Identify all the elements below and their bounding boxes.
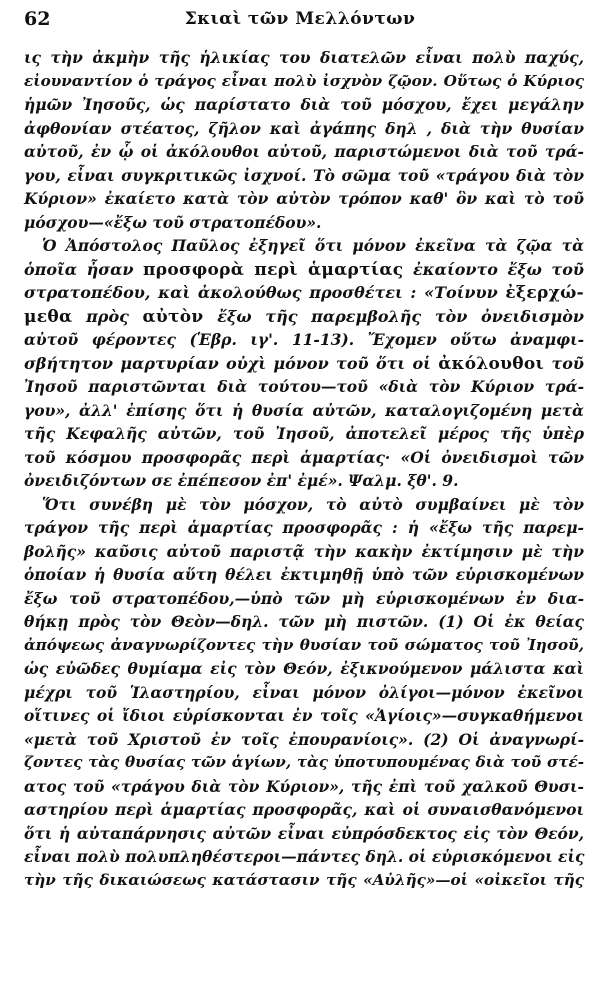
text-line: ἔξω τοῦ στρατοπέδου,—ὑπὸ τῶν μὴ εὑρισκομένων ἐν δια- (24, 588, 584, 608)
text-line: ἀφθονίαν στέατος, ζῆλον καὶ ἀγάπης δηλ , διὰ τὴν θυσίαν (24, 118, 584, 138)
text-line: τὴν τῆς δικαιώσεως κατάστασιν τῆς «Αὐλῆς»—οἱ «οἰκεῖοι τῆς (24, 870, 584, 889)
paragraph-start-line: Ὁ Ἀπόστολος Παῦλος ἐξηγεῖ ὅτι μόνον ἐκεῖνα τὰ ζῷα τὰ (42, 236, 584, 255)
text-line: ἀπόψεως ἀναγνωρίζοντες τὴν θυσίαν τοῦ σώματος τοῦ Ἰησοῦ, (24, 635, 584, 654)
text-line: «μετὰ τοῦ Χριστοῦ ἐν τοῖς ἐπουρανίοις». (2) Οἱ ἀναγνωρί- (24, 729, 584, 749)
text-segment: τοῦ (551, 353, 584, 373)
emphasized-word: αὐτὸν (142, 306, 204, 327)
text-segment: ὁποῖα ἦσαν (24, 259, 134, 279)
text-line: αὐτοῦ, ἐν ᾧ οἱ ἀκόλουθοι αὐτοῦ, παριστώμενοι διὰ τοῦ τρά- (24, 142, 584, 161)
text-segment: πρὸς (86, 306, 129, 326)
text-line: τοῦ κόσμου προσφορᾶς περὶ ἁμαρτίας· «Οἱ ὀνειδισμοὶ τῶν (24, 447, 584, 467)
text-line: ἡμῶν Ἰησοῦς, ὡς παρίστατο διὰ τοῦ μόσχου, ἔχει μεγάλην (24, 95, 584, 114)
emphasized-word: μεθα (24, 306, 73, 327)
text-line: αστηρίου περὶ ἁμαρτίας προσφορᾶς, καὶ οἱ συναισθανόμενοι (24, 800, 584, 819)
text-line: Ἰησοῦ παριστῶνται διὰ τούτου—τοῦ «διὰ τὸν Κύριον τρά- (24, 377, 584, 396)
text-line: ὀνειδιζόντων σε ἐπέπεσον ἐπ' ἐμέ». Ψαλμ. ξθ'. 9. (24, 471, 459, 490)
text-line: ὅτι ἡ αὐταπάρνησις αὐτῶν εἶναι εὐπρόσδεκτος εἰς τὸν Θεόν, (24, 823, 584, 843)
text-line: ζοντες τὰς θυσίας τῶν ἁγίων, τὰς ὑποτυπουμένας διὰ τοῦ στέ- (24, 753, 584, 771)
text-line: τράγον τῆς περὶ ἁμαρτίας προσφορᾶς : ἡ «ἔξω τῆς παρεμ- (24, 518, 584, 537)
text-line: εἶναι πολὺ πολυπληθέστεροι—πάντες δηλ. οἱ εὑρισκόμενοι εἰς (24, 847, 585, 866)
text-line: βολῆς» καῦσις αὐτοῦ παριστᾷ τὴν κακὴν ἐκτίμησιν μὲ τὴν (24, 541, 584, 561)
text-line (24, 892, 584, 916)
text-line (24, 258, 584, 282)
text-line (24, 305, 584, 329)
text-line: θήκῃ πρὸς τὸν Θεὸν—δηλ. τῶν μὴ πιστῶν. (1) Οἱ ἐκ θείας (24, 612, 584, 631)
emphasized-word: ἐξερχώ- (505, 283, 584, 303)
text-line (24, 352, 584, 376)
text-line: ις τὴν ἀκμὴν τῆς ἡλικίας του διατελῶν εἶναι πολὺ παχύς, (24, 48, 584, 67)
text-line: ὁποίαν ἡ θυσία αὕτη θέλει ἐκτιμηθῇ ὑπὸ τῶν εὑρισκομένων (24, 565, 584, 584)
text-line: οἵτινες οἱ ἴδιοι εὑρίσκονται ἐν τοῖς «Ἁγίοις»—συγκαθήμενοι (24, 706, 584, 725)
text-line: Κύριον» ἐκαίετο κατὰ τὸν αὐτὸν τρόπον καθ' ὃν καὶ τὸ τοῦ (24, 189, 584, 208)
body-text (24, 46, 584, 916)
page-number: 62 (24, 8, 51, 30)
text-segment: ἐκαίοντο ἔξω τοῦ (412, 259, 584, 279)
paragraph-start-line: Ὅτι συνέβη μὲ τὸν μόσχον, τὸ αὐτὸ συμβαίνει μὲ τὸν (42, 494, 584, 514)
text-segment: σβήτητον μαρτυρίαν οὐχὶ μόνον τοῦ ὅτι οἱ (24, 353, 431, 373)
emphasized-word: ἀκόλουθοι (438, 353, 545, 374)
text-line: ατος τοῦ «τράγου διὰ τὸν Κύριον», τῆς ἐπὶ τοῦ χαλκοῦ Θυσι- (24, 776, 584, 796)
text-segment: ἔξω τῆς παρεμβολῆς τὸν ὀνειδισμὸν (217, 306, 584, 326)
text-line: γου, εἶναι συγκριτικῶς ἰσχνοί. Τὸ σῶμα τοῦ «τράγου διὰ τὸν (24, 165, 584, 185)
emphasized-phrase: προσφορὰ περὶ ἁμαρτίας (143, 259, 404, 280)
text-segment: στρατοπέδου, καὶ ἀκολούθως προσθέτει : «Τοίνυν (24, 283, 498, 302)
page-header (0, 6, 600, 36)
text-line: τῆς Κεφαλῆς αὐτῶν, τοῦ Ἰησοῦ, ἀποτελεῖ μέρος τῆς ὑπὲρ (24, 424, 584, 443)
text-line: εἰουναντίον ὁ τράγος εἶναι πολὺ ἰσχνὸν ζῷον. Οὕτως ὁ Κύριος (24, 71, 584, 90)
text-line: μέχρι τοῦ Ἱλαστηρίου, εἶναι μόνον ὀλίγοι—μόνον ἐκεῖνοι (24, 682, 584, 702)
text-line (24, 281, 584, 305)
text-line: μόσχου—«ἔξω τοῦ στρατοπέδου». (24, 212, 322, 232)
running-head: Σκιαὶ τῶν Μελλόντων (184, 9, 416, 29)
text-line: γου», ἀλλ' ἐπίσης ὅτι ἡ θυσία αὐτῶν, καταλογιζομένη μετὰ (24, 400, 584, 420)
text-line: αὐτοῦ φέροντες (Ἑβρ. ιγ'. 11-13). Ἔχομεν οὕτω ἀναμφι- (24, 330, 584, 349)
text-line: ὡς εὐῶδες θυμίαμα εἰς τὸν Θεόν, ἐξικνούμενον μάλιστα καὶ (24, 659, 584, 678)
